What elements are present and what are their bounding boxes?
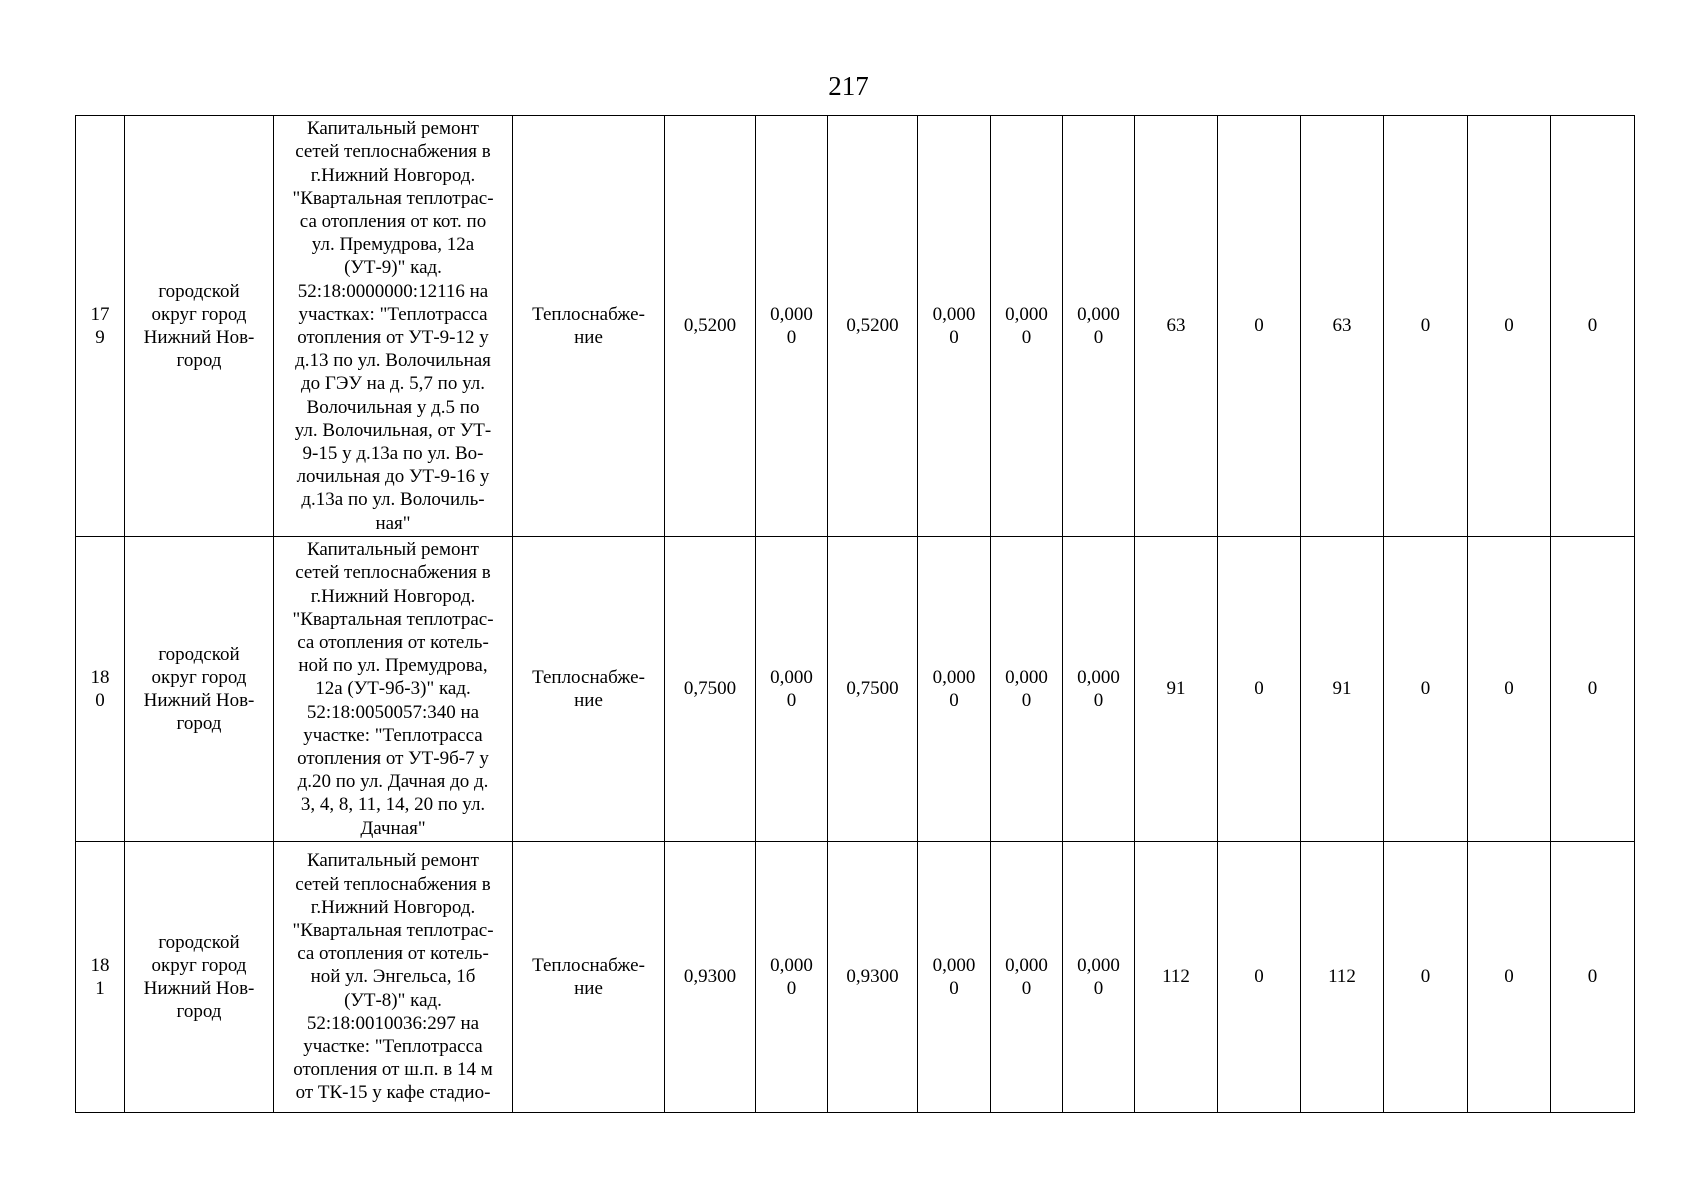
- count-cell: 0: [1384, 116, 1468, 537]
- count-cell: 0: [1218, 537, 1301, 842]
- description-cell: Капитальный ремонт сетей теплоснабжения в г.Нижний Новгород. "Квартальная теплотрас- са отопления от кот. по ул. Премудрова, 12а (УТ-9)" кад. 52:18:0000000:12116 на участках: "Теплотрасса отопления от УТ-9-12 у д.13 по ул. Волочильная до ГЭУ на д. 5,7 по ул. Волочильная у д.5 по ул. Волочильная, от УТ- 9-15 у д.13а по ул. Во- лочильная до УТ-9-16 у д.13а по ул. Волочиль- ная": [274, 116, 513, 537]
- value-cell: 0,5200: [665, 116, 756, 537]
- table-row: [76, 842, 1635, 1113]
- value-cell: 0,000 0: [756, 537, 828, 842]
- count-cell: 0: [1551, 116, 1635, 537]
- count-cell: 63: [1135, 116, 1218, 537]
- count-cell: 91: [1301, 537, 1384, 842]
- value-cell: 0,000 0: [756, 842, 828, 1113]
- value-cell: 0,000 0: [756, 116, 828, 537]
- value-cell: 0,7500: [665, 537, 756, 842]
- row-number-cell: 17 9: [76, 116, 125, 537]
- count-cell: 63: [1301, 116, 1384, 537]
- value-cell: 0,7500: [828, 537, 918, 842]
- count-cell: 0: [1468, 116, 1551, 537]
- type-cell: Теплоснабже- ние: [513, 842, 665, 1113]
- value-cell: 0,5200: [828, 116, 918, 537]
- value-cell: 0,000 0: [1063, 116, 1135, 537]
- count-cell: 0: [1468, 537, 1551, 842]
- count-cell: 0: [1384, 537, 1468, 842]
- value-cell: 0,000 0: [918, 842, 991, 1113]
- type-cell: Теплоснабже- ние: [513, 116, 665, 537]
- count-cell: 91: [1135, 537, 1218, 842]
- count-cell: 112: [1301, 842, 1384, 1113]
- count-cell: 0: [1551, 842, 1635, 1113]
- municipality-cell: городской округ город Нижний Нов- город: [125, 842, 274, 1113]
- value-cell: 0,9300: [665, 842, 756, 1113]
- value-cell: 0,000 0: [991, 116, 1063, 537]
- value-cell: 0,000 0: [918, 116, 991, 537]
- row-number-cell: 18 1: [76, 842, 125, 1113]
- row-number-cell: 18 0: [76, 537, 125, 842]
- description-cell: Капитальный ремонт сетей теплоснабжения в г.Нижний Новгород. "Квартальная теплотрас- са отопления от котель- ной по ул. Премудрова, 12а (УТ-9б-3)" кад. 52:18:0050057:340 на участке: "Теплотрасса отопления от УТ-9б-7 у д.20 по ул. Дачная до д. 3, 4, 8, 11, 14, 20 по ул. Дачная": [274, 537, 513, 842]
- value-cell: 0,000 0: [1063, 537, 1135, 842]
- value-cell: 0,000 0: [991, 537, 1063, 842]
- type-cell: Теплоснабже- ние: [513, 537, 665, 842]
- count-cell: 0: [1468, 842, 1551, 1113]
- count-cell: 0: [1384, 842, 1468, 1113]
- municipality-cell: городской округ город Нижний Нов- город: [125, 537, 274, 842]
- page-number: 217: [828, 71, 869, 101]
- count-cell: 0: [1551, 537, 1635, 842]
- count-cell: 0: [1218, 842, 1301, 1113]
- table-row: [76, 116, 1635, 537]
- investment-table: [75, 115, 1635, 1113]
- value-cell: 0,000 0: [1063, 842, 1135, 1113]
- count-cell: 0: [1218, 116, 1301, 537]
- municipality-cell: городской округ город Нижний Нов- город: [125, 116, 274, 537]
- value-cell: 0,000 0: [918, 537, 991, 842]
- value-cell: 0,9300: [828, 842, 918, 1113]
- description-cell: Капитальный ремонт сетей теплоснабжения в г.Нижний Новгород. "Квартальная теплотрас- са отопления от котель- ной ул. Энгельса, 1б (УТ-8)" кад. 52:18:0010036:297 на участке: "Теплотрасса отопления от ш.п. в 14 м от ТК-15 у кафе стадио-: [274, 842, 513, 1113]
- value-cell: 0,000 0: [991, 842, 1063, 1113]
- table-row: [76, 537, 1635, 842]
- count-cell: 112: [1135, 842, 1218, 1113]
